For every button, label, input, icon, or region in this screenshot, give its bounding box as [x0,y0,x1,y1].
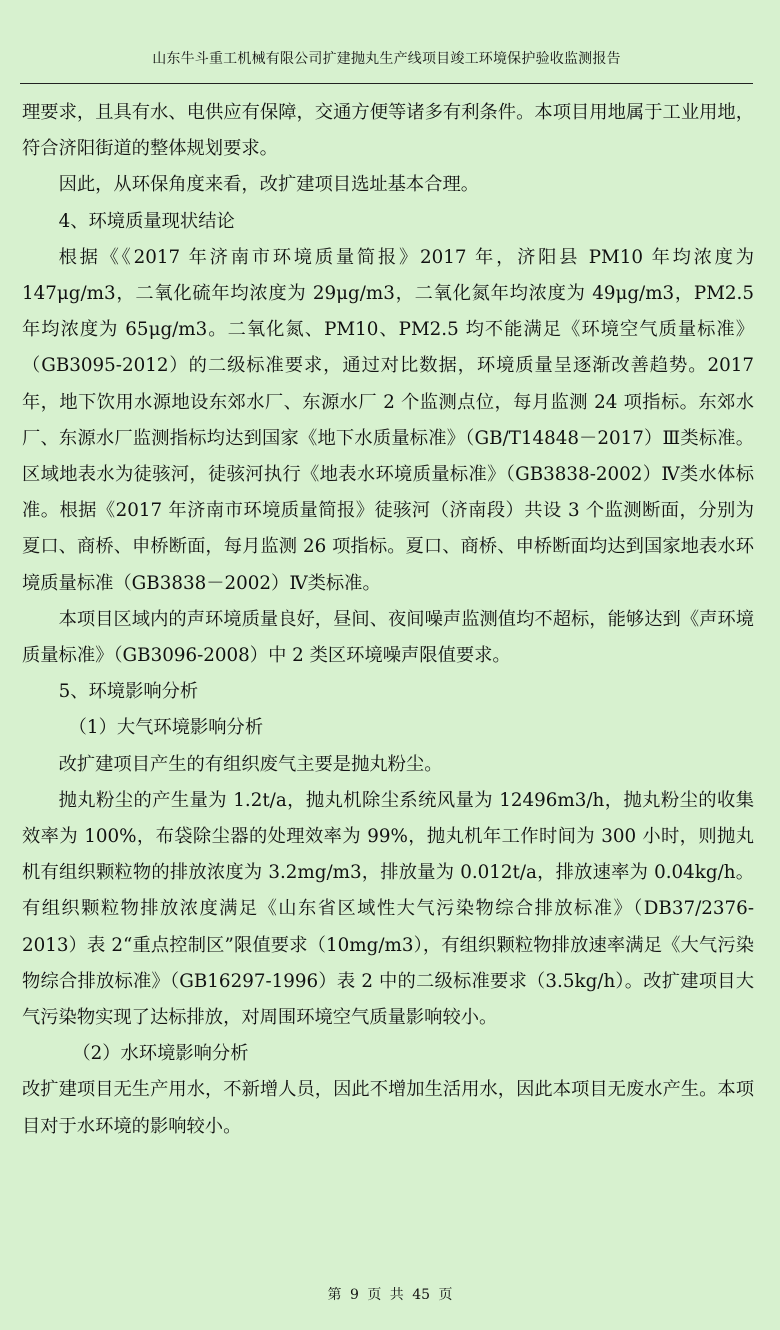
footer-total-pages: 45 [412,1287,431,1303]
section-heading-environmental-quality: 4、环境质量现状结论 [58,210,235,232]
page-footer [0,1285,780,1305]
footer-page-prefix: 第 [327,1287,342,1303]
subsection-heading-water-impact: （2）水环境影响分析 [72,1043,249,1065]
footer-total-prefix: 共 [389,1287,404,1303]
header-divider [20,83,753,84]
section-heading-impact-analysis: 5、环境影响分析 [58,681,199,703]
paragraph-shot-blast-dust: 抛丸粉尘的产生量为 1.2t/a，抛丸机除尘系统风量为 12496m3/h，抛丸粉尘的收集效率为 100%，布袋除尘器的处理效率为 99%，抛丸机年工作时间为 300 小时，则抛丸机有组织颗粒物的排放浓度为 3.2mg/m3，排放量为 0.012t/a，排放速率为 0.04kg/h。有组织颗粒物排放浓度满足《山东省区域性大气污染物综合排放标准》（DB37/2376-2013）表 2“重点控制区”限值要求（10mg/m3），有组织颗粒物排放速率满足《大气污染物综合排放标准》（GB16297-1996）表 2 中的二级标准要求（3.5kg/h）。改扩建项目大气污染物实现了达标排放，对周围环境空气质量影响较小。 [22,789,754,1029]
subsection-heading-air-impact: （1）大气环境影响分析 [68,717,264,739]
footer-total-unit: 页 [438,1287,453,1303]
paragraph-site-requirements: 理要求，且具有水、电供应有保障，交通方便等诸多有利条件。本项目用地属于工业用地，符合济阳街道的整体规划要求。 [22,102,754,160]
footer-page-unit: 页 [367,1287,382,1303]
paragraph-organized-exhaust: 改扩建项目产生的有组织废气主要是抛丸粉尘。 [58,753,443,775]
report-body [22,95,754,1145]
paragraph-environmental-quality: 根据《《2017 年济南市环境质量简报》2017 年，济阳县 PM10 年均浓度为 147μg/m3，二氧化硫年均浓度为 29μg/m3，二氧化氮年均浓度为 49μg/m3，PM2.5 年均浓度为 65μg/m3。二氧化氮、PM10、PM2.5 均不能满足《环境空气质量标准》（GB3095-2012）的二级标准要求，通过对比数据，环境质量呈逐渐改善趋势。2017 年，地下饮用水源地设东郊水厂、东源水厂 2 个监测点位，每月监测 24 项指标。东郊水厂、东源水厂监测指标均达到国家《地下水质量标准》（GB/T14848－2017）Ⅲ类标准。区域地表水为徒骇河，徒骇河执行《地表水环境质量标准》（GB3838-2002）Ⅳ类水体标准。根据《2017 年济南市环境质量简报》徒骇河（济南段）共设 3 个监测断面，分别为夏口、商桥、申桥断面，每月监测 26 项指标。夏口、商桥、申桥断面均达到国家地表水环境质量标准（GB3838－2002）Ⅳ类标准。 [22,246,754,594]
paragraph-water-impact: 改扩建项目无生产用水，不新增人员，因此不增加生活用水，因此本项目无废水产生。本项目对于水环境的影响较小。 [22,1079,754,1137]
report-header-title: 山东牛斗重工机械有限公司扩建抛丸生产线项目竣工环境保护验收监测报告 [152,51,621,67]
paragraph-site-conclusion: 因此，从环保角度来看，改扩建项目选址基本合理。 [58,174,480,196]
paragraph-acoustic-environment: 本项目区域内的声环境质量良好，昼间、夜间噪声监测值均不超标，能够达到《声环境质量标准》（GB3096-2008）中 2 类区环境噪声限值要求。 [22,608,754,667]
footer-page-number: 9 [349,1287,359,1303]
